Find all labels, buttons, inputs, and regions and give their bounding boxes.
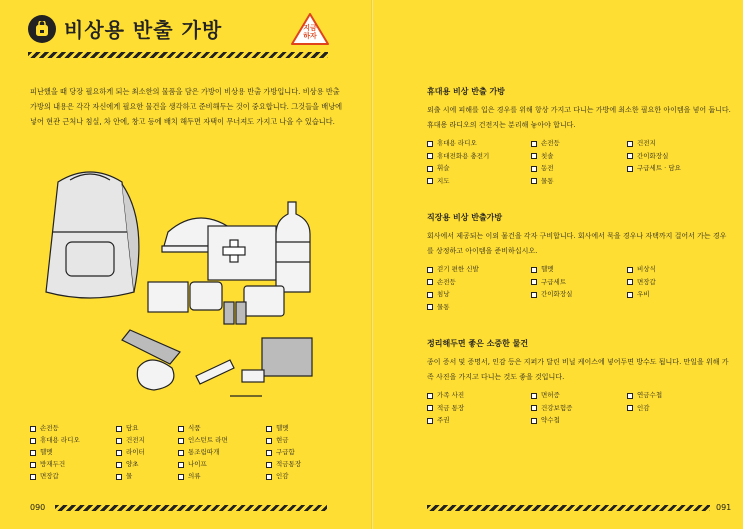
checklist-item[interactable] [531, 404, 627, 414]
checklist-item[interactable] [427, 152, 531, 162]
warning-triangle-icon [290, 12, 330, 46]
checklist-label: 구급함 [276, 448, 295, 456]
checklist-item[interactable] [116, 472, 178, 482]
checklist-label: 연금수첩 [637, 391, 663, 399]
checkbox[interactable] [627, 267, 633, 273]
checkbox[interactable] [178, 462, 184, 468]
checkbox[interactable] [531, 267, 537, 273]
section-title: 직장용 비상 반출가방 [427, 213, 503, 222]
checklist-label: 휴대용 라디오 [437, 139, 477, 147]
checklist-item[interactable] [531, 265, 627, 275]
title-underline [28, 52, 328, 58]
checklist-label: 주권 [437, 416, 450, 424]
checkbox[interactable] [531, 405, 537, 411]
checklist-item[interactable] [427, 177, 531, 187]
checkbox[interactable] [627, 141, 633, 147]
checklist-label: 헬멧 [276, 424, 289, 432]
checkbox[interactable] [427, 304, 433, 310]
checklist-item[interactable] [178, 460, 266, 470]
checkbox[interactable] [531, 279, 537, 285]
checkbox[interactable] [627, 279, 633, 285]
checklist-label: 적금 통장 [437, 403, 465, 412]
checklist-item[interactable] [427, 265, 531, 275]
checklist-item[interactable] [531, 391, 627, 401]
checkbox[interactable] [531, 178, 537, 184]
checkbox[interactable] [627, 405, 633, 411]
section-body: 종이 증서 및 증명서, 인감 등은 지퍼가 달린 비닐 케이스에 넣어두면 방수도 됩니다. 만일을 위해 가족 사진을 가지고 다니는 것도 좋을 것입니다. [427, 358, 729, 381]
checkbox[interactable] [427, 153, 433, 159]
checklist-label: 휴대전화용 충전기 [437, 151, 490, 160]
checklist-label: 인감 [276, 472, 289, 480]
checklist-item[interactable] [116, 448, 178, 458]
checklist-label: 동전 [541, 164, 554, 172]
checklist-label: 우비 [637, 290, 650, 298]
section-checklist [427, 265, 732, 312]
checklist-item[interactable] [30, 424, 116, 434]
checklist-label: 손전등 [437, 277, 456, 286]
page-number: 090 [30, 503, 46, 512]
checklist-item[interactable] [627, 152, 727, 162]
checklist-label: 적금통장 [276, 460, 302, 468]
checkbox[interactable] [427, 405, 433, 411]
checklist-item[interactable] [427, 303, 531, 313]
checklist-item[interactable] [627, 139, 727, 149]
emergency-kit-illustration [30, 162, 326, 410]
checklist-label: 휘슬 [437, 164, 450, 172]
checklist-item[interactable] [627, 391, 727, 401]
checklist-label: 물통 [437, 302, 450, 311]
checkbox[interactable] [531, 166, 537, 172]
checklist-label: 침낭 [437, 290, 450, 298]
valuables-section [427, 338, 732, 426]
checklist-item[interactable] [30, 472, 116, 482]
checkbox[interactable] [116, 426, 122, 432]
checkbox[interactable] [531, 141, 537, 147]
checklist-item[interactable] [266, 448, 330, 458]
checkbox[interactable] [531, 292, 537, 298]
kit-checklist [30, 424, 330, 482]
checklist-item[interactable] [627, 278, 727, 288]
checklist-label: 면허증 [541, 391, 560, 399]
badge-line-1: 지금 [303, 24, 317, 32]
checkbox[interactable] [427, 267, 433, 273]
checklist-item[interactable] [30, 436, 116, 446]
checklist-label: 의류 [188, 472, 201, 480]
checkbox[interactable] [116, 462, 122, 468]
checkbox[interactable] [627, 292, 633, 298]
section-title: 휴대용 비상 반출 가방 [427, 87, 505, 96]
checklist-label: 비상식 [637, 265, 656, 273]
checkbox[interactable] [627, 153, 633, 159]
checklist-item[interactable] [531, 164, 627, 174]
badge-line-2: 하자 [303, 32, 317, 40]
checklist-item[interactable] [116, 424, 178, 434]
checklist-item[interactable] [531, 152, 627, 162]
checklist-item[interactable] [627, 265, 727, 275]
checkbox[interactable] [427, 292, 433, 298]
checkbox[interactable] [427, 178, 433, 184]
checklist-label: 손전등 [40, 424, 59, 432]
checklist-item[interactable] [427, 290, 531, 300]
checklist-label: 나이프 [188, 460, 207, 468]
checklist-label: 간이화장실 [541, 290, 573, 298]
checkbox[interactable] [427, 279, 433, 285]
checklist-item[interactable] [266, 460, 330, 470]
checkbox[interactable] [266, 450, 272, 456]
checkbox[interactable] [427, 393, 433, 399]
checklist-item[interactable] [266, 424, 330, 434]
checklist-label: 방재두건 [40, 460, 66, 468]
checklist-item[interactable] [116, 460, 178, 470]
section-checklist [427, 391, 732, 426]
footer-hatch [427, 505, 710, 511]
checklist-label: 건전지 [126, 436, 145, 444]
checklist-label: 양초 [126, 460, 139, 468]
checklist-label: 휴대용 라디오 [40, 436, 80, 444]
right-page [372, 0, 743, 529]
checkbox[interactable] [266, 462, 272, 468]
checklist-label: 식품 [188, 424, 201, 432]
checkbox[interactable] [178, 450, 184, 456]
checkbox[interactable] [627, 166, 633, 172]
badge-label [290, 24, 330, 40]
checklist-item[interactable] [116, 436, 178, 446]
checklist-label: 가족 사진 [437, 391, 465, 399]
checkbox[interactable] [427, 141, 433, 147]
checkbox[interactable] [178, 438, 184, 444]
checklist-item[interactable] [627, 404, 727, 414]
checklist-item[interactable] [266, 436, 330, 446]
checkbox[interactable] [627, 393, 633, 399]
checklist-label: 칫솔 [541, 151, 554, 160]
checkbox[interactable] [531, 153, 537, 159]
page-title: 비상용 반출 가방 [64, 18, 223, 42]
checkbox[interactable] [266, 426, 272, 432]
checkbox[interactable] [531, 418, 537, 424]
checklist-item[interactable] [178, 424, 266, 434]
checklist-item[interactable] [627, 290, 727, 300]
section-title: 정리해두면 좋은 소중한 물건 [427, 339, 529, 348]
checkbox[interactable] [30, 462, 36, 468]
checklist-item[interactable] [427, 404, 531, 414]
page-number: 091 [716, 503, 732, 512]
page-header [28, 14, 222, 43]
checklist-label: 면장갑 [637, 277, 656, 286]
checklist-label: 건강보험증 [541, 403, 573, 412]
checklist-label: 헬멧 [40, 448, 53, 456]
checklist-label: 건전지 [637, 139, 656, 147]
checkbox[interactable] [30, 450, 36, 456]
checklist-item[interactable] [427, 416, 531, 426]
checkbox[interactable] [116, 450, 122, 456]
checklist-item[interactable] [178, 436, 266, 446]
checkbox[interactable] [266, 438, 272, 444]
checkbox[interactable] [116, 474, 122, 480]
checklist-item[interactable] [178, 472, 266, 482]
checklist-item[interactable] [627, 164, 727, 174]
checklist-label: 손전등 [541, 139, 560, 147]
checkbox[interactable] [427, 166, 433, 172]
checklist-item[interactable] [30, 460, 116, 470]
checklist-item[interactable] [531, 177, 627, 187]
checklist-item[interactable] [427, 391, 531, 401]
checkbox[interactable] [30, 426, 36, 432]
checklist-label: 인스턴트 라면 [188, 436, 228, 444]
checklist-label: 헬멧 [541, 265, 554, 273]
checkbox[interactable] [30, 438, 36, 444]
checklist-item[interactable] [531, 416, 627, 426]
checklist-label: 구급세트 · 담요 [637, 164, 681, 172]
checklist-item[interactable] [427, 278, 531, 288]
checklist-label: 지도 [437, 176, 450, 185]
checklist-item[interactable] [427, 139, 531, 149]
checklist-item[interactable] [30, 448, 116, 458]
checklist-label: 물 [126, 472, 133, 480]
checklist-item[interactable] [178, 448, 266, 458]
checklist-label: 라이터 [126, 448, 145, 456]
portable-kit-section [427, 86, 732, 186]
checkbox[interactable] [30, 474, 36, 480]
checkbox[interactable] [178, 426, 184, 432]
backpack-icon [28, 15, 56, 43]
checklist-label: 통조림따개 [188, 448, 220, 456]
work-kit-section [427, 212, 732, 312]
checkbox[interactable] [266, 474, 272, 480]
section-checklist [427, 139, 732, 186]
checklist-item[interactable] [266, 472, 330, 482]
checklist-item[interactable] [531, 139, 627, 149]
checklist-label: 약수첩 [541, 416, 560, 424]
section-body: 회사에서 제공되는 이외 물건을 각자 구비합니다. 회사에서 묵을 경우나 자택까지 걸어서 가는 경우를 상정하고 아이템을 준비하십시오. [427, 232, 727, 255]
intro-paragraph: 피난했을 때 당장 필요하게 되는 최소한의 물품을 담은 가방이 비상용 반출 가방입니다. 비상용 반출 가방의 내용은 각각 자신에게 필요한 물건을 생각하고 준비해두는 것이 중요합니다. 그것들을 배낭에 넣어 현관 근처나 침실, 차 안에, 창고 등에 배치 해두면 자택이 무너져도 가지고 나올 수 있습니다. [30, 87, 343, 126]
checklist-label: 담요 [126, 424, 139, 432]
checklist-item[interactable] [427, 164, 531, 174]
section-body: 외출 시에 피해를 입은 경우를 위해 항상 가지고 다니는 가방에 최소한 필요한 아이템을 넣어 둡니다. 휴대용 라디오의 건전지는 분리해 놓아야 합니다. [427, 106, 731, 129]
checkbox[interactable] [116, 438, 122, 444]
checklist-label: 현금 [276, 436, 289, 444]
checkbox[interactable] [427, 418, 433, 424]
checklist-label: 면장갑 [40, 472, 59, 480]
checkbox[interactable] [178, 474, 184, 480]
checklist-label: 인감 [637, 403, 650, 412]
checklist-item[interactable] [531, 290, 627, 300]
checklist-item[interactable] [531, 278, 627, 288]
checklist-label: 간이화장실 [637, 151, 669, 160]
checklist-label: 구급세트 [541, 277, 567, 286]
checkbox[interactable] [531, 393, 537, 399]
checklist-label: 걷기 편한 신발 [437, 265, 479, 273]
footer-hatch [55, 505, 327, 511]
checklist-label: 물통 [541, 176, 554, 185]
